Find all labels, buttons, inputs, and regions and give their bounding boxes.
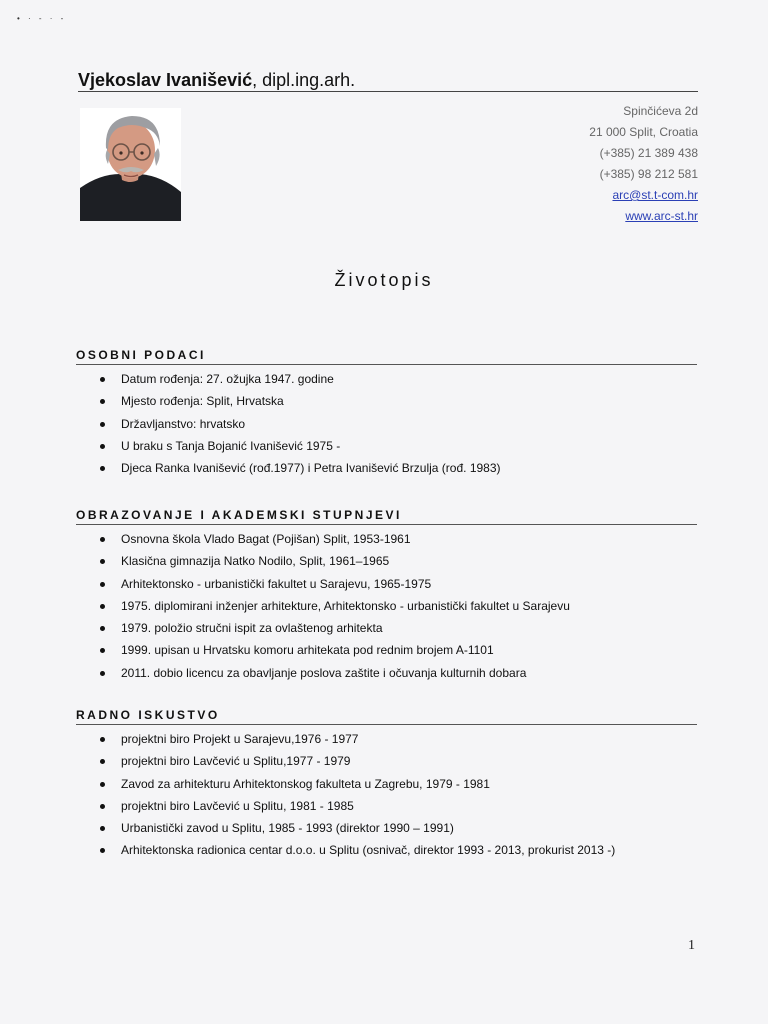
contact-phone-1: (+385) 21 389 438 [599, 146, 698, 160]
list-item: Mjesto rođenja: Split, Hrvatska [76, 390, 697, 412]
list-item: Državljanstvo: hrvatsko [76, 413, 697, 435]
education-list [76, 528, 697, 684]
scan-mark: • · - · - [17, 14, 67, 23]
list-item: Osnovna škola Vlado Bagat (Pojišan) Split, 1953-1961 [76, 528, 697, 550]
contact-city: 21 000 Split, Croatia [589, 125, 698, 139]
list-item: projektni biro Projekt u Sarajevu,1976 - 1977 [76, 728, 697, 750]
list-item: Zavod za arhitekturu Arhitektonskog fakulteta u Zagrebu, 1979 - 1981 [76, 773, 697, 795]
document-title: Životopis [334, 270, 434, 290]
section-title-personal: OSOBNI PODACI [76, 347, 697, 365]
section-title-education: OBRAZOVANJE I AKADEMSKI STUPNJEVI [76, 507, 697, 525]
contact-street: Spinčićeva 2d [623, 104, 698, 118]
person-title: , dipl.ing.arh. [252, 70, 356, 90]
portrait-photo [80, 108, 181, 221]
section-work [76, 707, 697, 862]
website-link[interactable]: www.arc-st.hr [625, 209, 698, 223]
list-item: projektni biro Lavčević u Splitu,1977 - 1979 [76, 750, 697, 772]
header-name [78, 70, 355, 91]
list-item: Urbanistički zavod u Splitu, 1985 - 1993 (direktor 1990 – 1991) [76, 817, 697, 839]
list-item: 2011. dobio licencu za obavljanje poslova zaštite i očuvanja kulturnih dobara [76, 662, 697, 684]
contact-block [589, 101, 698, 227]
list-item: Arhitektonska radionica centar d.o.o. u Splitu (osnivač, direktor 1993 - 2013, prokurist 2013 -) [76, 839, 697, 861]
section-education [76, 507, 697, 684]
list-item: projektni biro Lavčević u Splitu, 1981 - 1985 [76, 795, 697, 817]
list-item: U braku s Tanja Bojanić Ivanišević 1975 - [76, 435, 697, 457]
section-personal [76, 347, 697, 479]
list-item: Klasična gimnazija Natko Nodilo, Split, 1961–1965 [76, 550, 697, 572]
list-item: 1999. upisan u Hrvatsku komoru arhitekata pod rednim brojem A-1101 [76, 639, 697, 661]
list-item: Datum rođenja: 27. ožujka 1947. godine [76, 368, 697, 390]
list-item: 1979. položio stručni ispit za ovlaštenog arhitekta [76, 617, 697, 639]
portrait-icon [80, 108, 181, 221]
person-name: Vjekoslav Ivanišević [78, 70, 253, 90]
email-link[interactable]: arc@st.t-com.hr [612, 188, 698, 202]
list-item: 1975. diplomirani inženjer arhitekture, Arhitektonsko - urbanistički fakultet u Sarajevu [76, 595, 697, 617]
list-item: Djeca Ranka Ivanišević (rođ.1977) i Petra Ivanišević Brzulja (rođ. 1983) [76, 457, 697, 479]
contact-phone-2: (+385) 98 212 581 [599, 167, 698, 181]
section-title-work: RADNO ISKUSTVO [76, 707, 697, 725]
personal-list [76, 368, 697, 479]
work-list [76, 728, 697, 862]
header-divider [78, 91, 698, 92]
list-item: Arhitektonsko - urbanistički fakultet u Sarajevu, 1965-1975 [76, 573, 697, 595]
page-number: 1 [688, 938, 695, 953]
